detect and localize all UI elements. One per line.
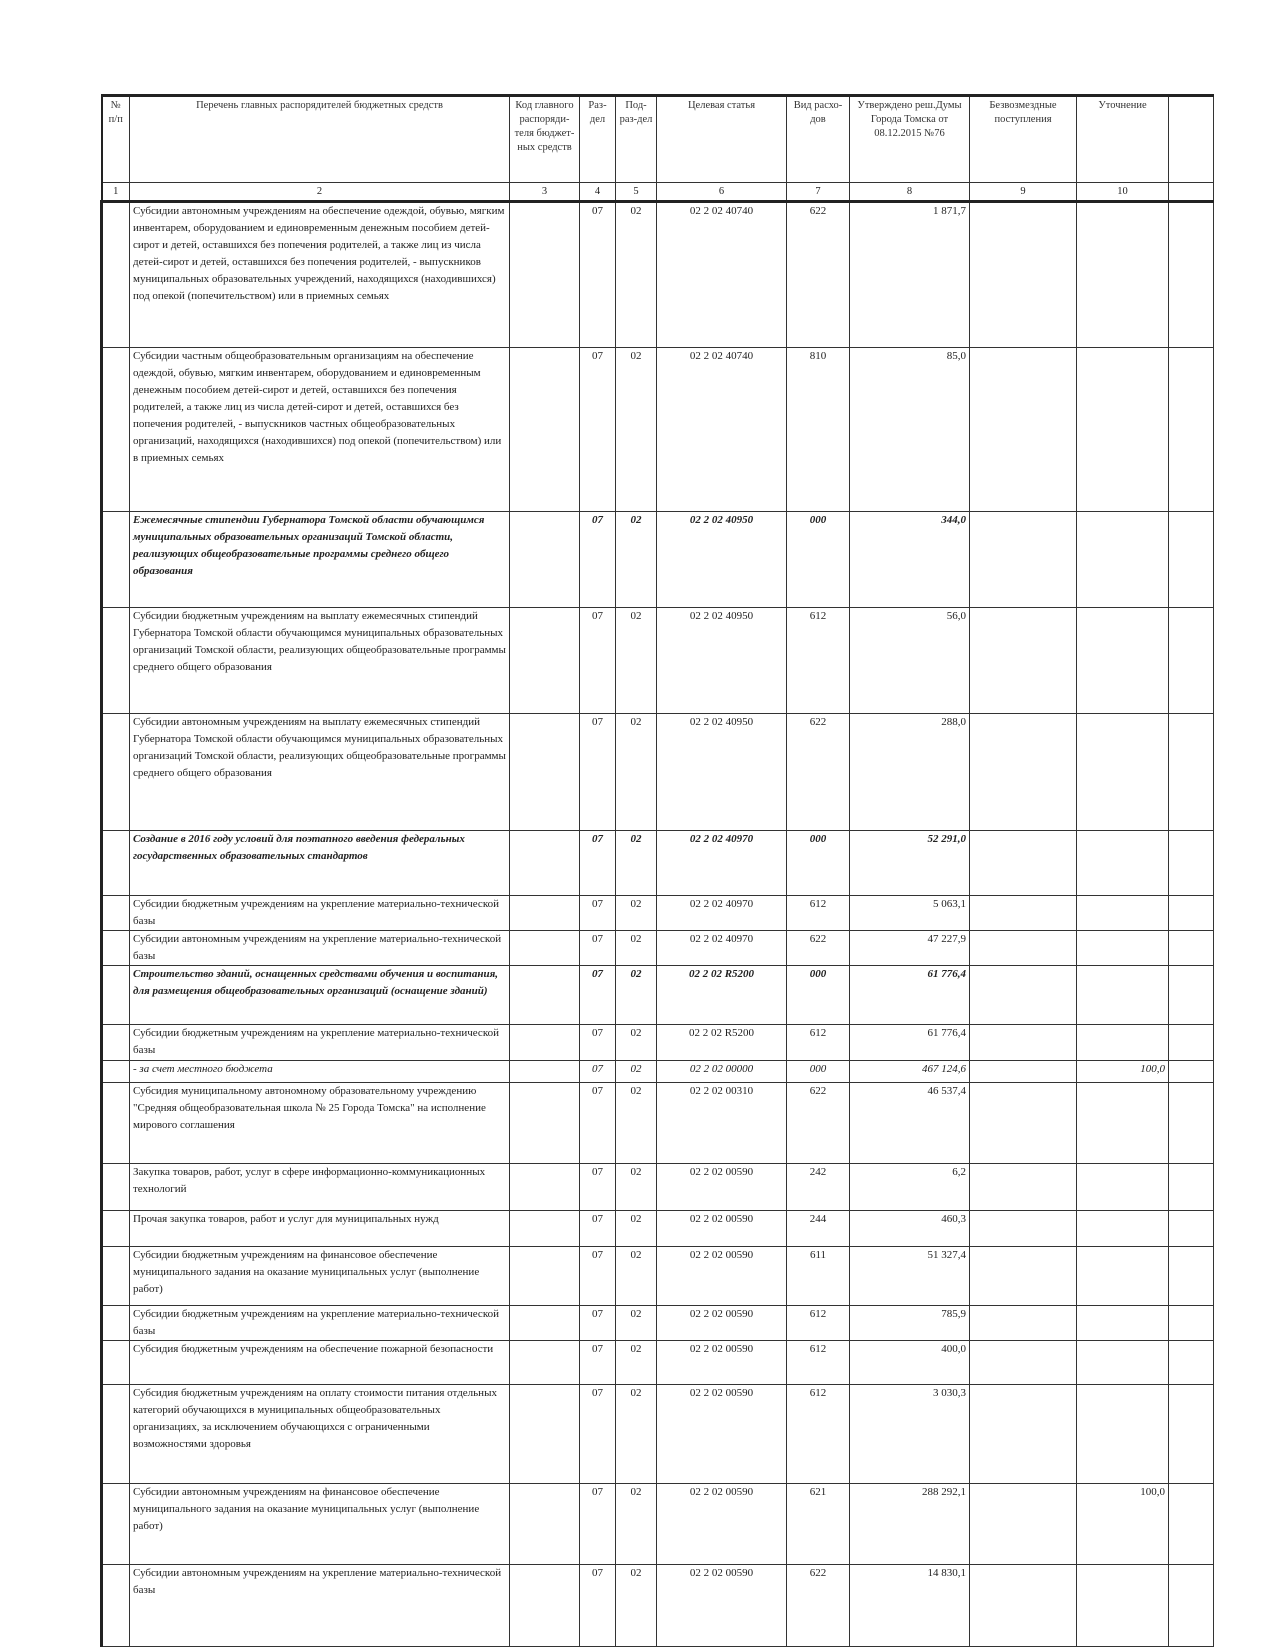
header-col-expense-type: Вид расхо-дов	[787, 96, 850, 183]
podrazdel-cell: 02	[616, 1385, 657, 1484]
expense-type-cell: 000	[787, 966, 850, 1025]
adjustment-cell	[1077, 1565, 1169, 1647]
row-number-cell	[102, 1083, 130, 1164]
expense-type-cell: 242	[787, 1164, 850, 1211]
manager-code-cell	[510, 1025, 580, 1061]
target-article-cell: 02 2 02 40970	[657, 896, 787, 931]
razdel-cell: 07	[580, 1484, 616, 1565]
column-number: 6	[657, 183, 787, 202]
extra-cell	[1169, 512, 1214, 608]
grants-cell	[970, 1211, 1077, 1247]
extra-cell	[1169, 1385, 1214, 1484]
row-number-cell	[102, 348, 130, 512]
row-description-cell: - за счет местного бюджета	[130, 1061, 510, 1083]
table-row	[102, 896, 1214, 931]
adjustment-cell	[1077, 1247, 1169, 1306]
grants-cell	[970, 931, 1077, 966]
approved-amount-cell: 46 537,4	[850, 1083, 970, 1164]
razdel-cell: 07	[580, 1341, 616, 1385]
razdel-cell: 07	[580, 202, 616, 348]
approved-amount-cell: 56,0	[850, 608, 970, 714]
row-number-cell	[102, 714, 130, 831]
manager-code-cell	[510, 966, 580, 1025]
row-description-cell: Субсидии автономным учреждениям на укрепление материально-технической базы	[130, 931, 510, 966]
razdel-cell: 07	[580, 1247, 616, 1306]
table-row	[102, 1164, 1214, 1211]
target-article-cell: 02 2 02 00590	[657, 1306, 787, 1341]
row-description-cell: Создание в 2016 году условий для поэтапного введения федеральных государственных образовательных стандартов	[130, 831, 510, 896]
grants-cell	[970, 714, 1077, 831]
razdel-cell: 07	[580, 831, 616, 896]
approved-amount-cell: 85,0	[850, 348, 970, 512]
extra-cell	[1169, 608, 1214, 714]
extra-cell	[1169, 1306, 1214, 1341]
row-description-cell: Субсидии бюджетным учреждениям на укрепление материально-технической базы	[130, 1306, 510, 1341]
table-row	[102, 1247, 1214, 1306]
row-number-cell	[102, 608, 130, 714]
target-article-cell: 02 2 02 00590	[657, 1565, 787, 1647]
table-row	[102, 966, 1214, 1025]
target-article-cell: 02 2 02 00310	[657, 1083, 787, 1164]
approved-amount-cell: 3 030,3	[850, 1385, 970, 1484]
podrazdel-cell: 02	[616, 202, 657, 348]
column-number: 1	[102, 183, 130, 202]
approved-amount-cell: 344,0	[850, 512, 970, 608]
razdel-cell: 07	[580, 348, 616, 512]
manager-code-cell	[510, 831, 580, 896]
manager-code-cell	[510, 1565, 580, 1647]
header-col-number: № п/п	[102, 96, 130, 183]
row-number-cell	[102, 896, 130, 931]
table-row	[102, 1385, 1214, 1484]
header-col-razdel: Раз-дел	[580, 96, 616, 183]
grants-cell	[970, 1164, 1077, 1211]
target-article-cell: 02 2 02 00000	[657, 1061, 787, 1083]
header-row	[102, 96, 1214, 183]
target-article-cell: 02 2 02 00590	[657, 1247, 787, 1306]
expense-type-cell: 621	[787, 1484, 850, 1565]
row-description-cell: Субсидии автономным учреждениям на выплату ежемесячных стипендий Губернатора Томской области обучающимся муниципальных образовательных организаций Томской области, реализующих общеобразовательные программы среднего общего образования	[130, 714, 510, 831]
header-col-grants: Безвозмездные поступления	[970, 96, 1077, 183]
adjustment-cell	[1077, 202, 1169, 348]
grants-cell	[970, 202, 1077, 348]
row-description-cell: Субсидии автономным учреждениям на финансовое обеспечение муниципального задания на оказание муниципальных услуг (выполнение работ)	[130, 1484, 510, 1565]
podrazdel-cell: 02	[616, 1164, 657, 1211]
approved-amount-cell: 61 776,4	[850, 1025, 970, 1061]
header-col-target: Целевая статья	[657, 96, 787, 183]
grants-cell	[970, 1083, 1077, 1164]
target-article-cell: 02 2 02 R5200	[657, 1025, 787, 1061]
table-row	[102, 1083, 1214, 1164]
approved-amount-cell: 288 292,1	[850, 1484, 970, 1565]
table-row	[102, 1211, 1214, 1247]
row-description-cell: Субсидии автономным учреждениям на укрепление материально-технической базы	[130, 1565, 510, 1647]
row-number-cell	[102, 1247, 130, 1306]
expense-type-cell: 612	[787, 1341, 850, 1385]
adjustment-cell	[1077, 1083, 1169, 1164]
column-number: 4	[580, 183, 616, 202]
extra-cell	[1169, 1164, 1214, 1211]
podrazdel-cell: 02	[616, 608, 657, 714]
row-description-cell: Субсидии бюджетным учреждениям на укрепление материально-технической базы	[130, 896, 510, 931]
podrazdel-cell: 02	[616, 1083, 657, 1164]
column-number: 5	[616, 183, 657, 202]
expense-type-cell: 810	[787, 348, 850, 512]
row-description-cell: Прочая закупка товаров, работ и услуг для муниципальных нужд	[130, 1211, 510, 1247]
row-number-cell	[102, 1025, 130, 1061]
expense-type-cell: 622	[787, 202, 850, 348]
row-number-cell	[102, 1341, 130, 1385]
row-description-cell: Субсидия бюджетным учреждениям на обеспечение пожарной безопасности	[130, 1341, 510, 1385]
grants-cell	[970, 831, 1077, 896]
adjustment-cell	[1077, 966, 1169, 1025]
column-number: 3	[510, 183, 580, 202]
expense-type-cell: 622	[787, 714, 850, 831]
manager-code-cell	[510, 608, 580, 714]
manager-code-cell	[510, 896, 580, 931]
grants-cell	[970, 966, 1077, 1025]
extra-cell	[1169, 202, 1214, 348]
target-article-cell: 02 2 02 00590	[657, 1341, 787, 1385]
target-article-cell: 02 2 02 R5200	[657, 966, 787, 1025]
row-description-cell: Ежемесячные стипендии Губернатора Томской области обучающимся муниципальных образовательных организаций Томской области, реализующих общеобразовательные программы среднего общего образования	[130, 512, 510, 608]
podrazdel-cell: 02	[616, 1565, 657, 1647]
razdel-cell: 07	[580, 1306, 616, 1341]
podrazdel-cell: 02	[616, 1341, 657, 1385]
razdel-cell: 07	[580, 1061, 616, 1083]
grants-cell	[970, 1565, 1077, 1647]
row-description-cell: Субсидия муниципальному автономному образовательному учреждению "Средняя общеобразовательная школа № 25 Города Томска" на исполнение мирового соглашения	[130, 1083, 510, 1164]
approved-amount-cell: 14 830,1	[850, 1565, 970, 1647]
target-article-cell: 02 2 02 40740	[657, 202, 787, 348]
target-article-cell: 02 2 02 40970	[657, 931, 787, 966]
adjustment-cell	[1077, 1025, 1169, 1061]
extra-cell	[1169, 714, 1214, 831]
expense-type-cell: 612	[787, 1385, 850, 1484]
row-description-cell: Субсидии бюджетным учреждениям на выплату ежемесячных стипендий Губернатора Томской области обучающимся муниципальных образовательных организаций Томской области, реализующих общеобразовательные программы среднего общего образования	[130, 608, 510, 714]
header-col-code: Код главного распоряди-теля бюджет-ных средств	[510, 96, 580, 183]
table-row	[102, 512, 1214, 608]
podrazdel-cell: 02	[616, 896, 657, 931]
extra-cell	[1169, 1061, 1214, 1083]
header-col-approved: Утверждено реш.Думы Города Томска от 08.12.2015 №76	[850, 96, 970, 183]
grants-cell	[970, 1306, 1077, 1341]
razdel-cell: 07	[580, 1164, 616, 1211]
adjustment-cell: 100,0	[1077, 1061, 1169, 1083]
podrazdel-cell: 02	[616, 1484, 657, 1565]
expense-type-cell: 622	[787, 931, 850, 966]
razdel-cell: 07	[580, 608, 616, 714]
razdel-cell: 07	[580, 512, 616, 608]
target-article-cell: 02 2 02 40740	[657, 348, 787, 512]
adjustment-cell	[1077, 1164, 1169, 1211]
grants-cell	[970, 608, 1077, 714]
adjustment-cell	[1077, 512, 1169, 608]
table-row	[102, 1484, 1214, 1565]
grants-cell	[970, 1385, 1077, 1484]
approved-amount-cell: 785,9	[850, 1306, 970, 1341]
extra-cell	[1169, 1565, 1214, 1647]
razdel-cell: 07	[580, 931, 616, 966]
table-row	[102, 348, 1214, 512]
expense-type-cell: 612	[787, 1306, 850, 1341]
podrazdel-cell: 02	[616, 966, 657, 1025]
manager-code-cell	[510, 512, 580, 608]
table-row	[102, 1306, 1214, 1341]
row-number-cell	[102, 1061, 130, 1083]
adjustment-cell	[1077, 1306, 1169, 1341]
extra-cell	[1169, 1083, 1214, 1164]
razdel-cell: 07	[580, 1211, 616, 1247]
target-article-cell: 02 2 02 40950	[657, 512, 787, 608]
table-row	[102, 1341, 1214, 1385]
column-number: 10	[1077, 183, 1169, 202]
podrazdel-cell: 02	[616, 348, 657, 512]
approved-amount-cell: 6,2	[850, 1164, 970, 1211]
expense-type-cell: 000	[787, 831, 850, 896]
manager-code-cell	[510, 1061, 580, 1083]
header-col-name: Перечень главных распорядителей бюджетных средств	[130, 96, 510, 183]
podrazdel-cell: 02	[616, 1061, 657, 1083]
manager-code-cell	[510, 1083, 580, 1164]
adjustment-cell	[1077, 831, 1169, 896]
approved-amount-cell: 288,0	[850, 714, 970, 831]
grants-cell	[970, 1061, 1077, 1083]
extra-cell	[1169, 1484, 1214, 1565]
extra-cell	[1169, 348, 1214, 512]
table-row	[102, 1025, 1214, 1061]
row-description-cell: Субсидия бюджетным учреждениям на оплату стоимости питания отдельных категорий обучающихся в муниципальных общеобразовательных организациях, за исключением обучающихся с ограниченными возможностями здоровья	[130, 1385, 510, 1484]
extra-cell	[1169, 1211, 1214, 1247]
adjustment-cell	[1077, 1341, 1169, 1385]
grants-cell	[970, 1247, 1077, 1306]
manager-code-cell	[510, 1306, 580, 1341]
column-number: 9	[970, 183, 1077, 202]
extra-cell	[1169, 1025, 1214, 1061]
grants-cell	[970, 512, 1077, 608]
podrazdel-cell: 02	[616, 512, 657, 608]
approved-amount-cell: 51 327,4	[850, 1247, 970, 1306]
expense-type-cell: 244	[787, 1211, 850, 1247]
expense-type-cell: 612	[787, 1025, 850, 1061]
header-col-extra	[1169, 96, 1214, 183]
budget-table	[100, 94, 1214, 1647]
header-col-adjustment: Уточнение	[1077, 96, 1169, 183]
razdel-cell: 07	[580, 966, 616, 1025]
column-number: 8	[850, 183, 970, 202]
target-article-cell: 02 2 02 00590	[657, 1211, 787, 1247]
row-description-cell: Закупка товаров, работ, услуг в сфере информационно-коммуникационных технологий	[130, 1164, 510, 1211]
grants-cell	[970, 896, 1077, 931]
target-article-cell: 02 2 02 40950	[657, 714, 787, 831]
manager-code-cell	[510, 1211, 580, 1247]
manager-code-cell	[510, 931, 580, 966]
approved-amount-cell: 61 776,4	[850, 966, 970, 1025]
approved-amount-cell: 52 291,0	[850, 831, 970, 896]
row-number-cell	[102, 1306, 130, 1341]
adjustment-cell	[1077, 608, 1169, 714]
razdel-cell: 07	[580, 714, 616, 831]
table-row	[102, 1061, 1214, 1083]
column-number-row	[102, 183, 1214, 202]
target-article-cell: 02 2 02 40970	[657, 831, 787, 896]
row-description-cell: Субсидии бюджетным учреждениям на финансовое обеспечение муниципального задания на оказание муниципальных услуг (выполнение работ)	[130, 1247, 510, 1306]
expense-type-cell: 622	[787, 1083, 850, 1164]
adjustment-cell: 100,0	[1077, 1484, 1169, 1565]
expense-type-cell: 611	[787, 1247, 850, 1306]
row-number-cell	[102, 202, 130, 348]
row-description-cell: Субсидии частным общеобразовательным организациям на обеспечение одеждой, обувью, мягким инвентарем, оборудованием и единовременным денежным пособием детей-сирот и детей, оставшихся без попечения родителей, а также лиц из числа детей-сирот и детей, оставшихся без попечения родителей, - выпускников частных общеобразовательных организаций, находящихся (находившихся) под опекой (попечительством) или в приемных семьях	[130, 348, 510, 512]
podrazdel-cell: 02	[616, 931, 657, 966]
razdel-cell: 07	[580, 1083, 616, 1164]
extra-cell	[1169, 931, 1214, 966]
row-number-cell	[102, 1484, 130, 1565]
grants-cell	[970, 1484, 1077, 1565]
adjustment-cell	[1077, 714, 1169, 831]
grants-cell	[970, 348, 1077, 512]
expense-type-cell: 612	[787, 896, 850, 931]
target-article-cell: 02 2 02 00590	[657, 1164, 787, 1211]
target-article-cell: 02 2 02 40950	[657, 608, 787, 714]
expense-type-cell: 622	[787, 1565, 850, 1647]
adjustment-cell	[1077, 896, 1169, 931]
expense-type-cell: 000	[787, 512, 850, 608]
row-number-cell	[102, 831, 130, 896]
podrazdel-cell: 02	[616, 831, 657, 896]
manager-code-cell	[510, 202, 580, 348]
table-row	[102, 831, 1214, 896]
adjustment-cell	[1077, 348, 1169, 512]
approved-amount-cell: 460,3	[850, 1211, 970, 1247]
column-number: 7	[787, 183, 850, 202]
column-number	[1169, 183, 1214, 202]
approved-amount-cell: 1 871,7	[850, 202, 970, 348]
adjustment-cell	[1077, 1385, 1169, 1484]
table-row	[102, 202, 1214, 348]
table-row	[102, 714, 1214, 831]
adjustment-cell	[1077, 1211, 1169, 1247]
extra-cell	[1169, 966, 1214, 1025]
table-row	[102, 1565, 1214, 1647]
grants-cell	[970, 1025, 1077, 1061]
extra-cell	[1169, 1341, 1214, 1385]
row-number-cell	[102, 1164, 130, 1211]
podrazdel-cell: 02	[616, 1306, 657, 1341]
manager-code-cell	[510, 1164, 580, 1211]
extra-cell	[1169, 896, 1214, 931]
grants-cell	[970, 1341, 1077, 1385]
podrazdel-cell: 02	[616, 714, 657, 831]
table-row	[102, 931, 1214, 966]
approved-amount-cell: 467 124,6	[850, 1061, 970, 1083]
manager-code-cell	[510, 1385, 580, 1484]
manager-code-cell	[510, 1247, 580, 1306]
manager-code-cell	[510, 348, 580, 512]
target-article-cell: 02 2 02 00590	[657, 1385, 787, 1484]
manager-code-cell	[510, 1341, 580, 1385]
extra-cell	[1169, 1247, 1214, 1306]
podrazdel-cell: 02	[616, 1247, 657, 1306]
table-row	[102, 608, 1214, 714]
manager-code-cell	[510, 714, 580, 831]
row-number-cell	[102, 512, 130, 608]
approved-amount-cell: 400,0	[850, 1341, 970, 1385]
razdel-cell: 07	[580, 1385, 616, 1484]
manager-code-cell	[510, 1484, 580, 1565]
row-description-cell: Субсидии бюджетным учреждениям на укрепление материально-технической базы	[130, 1025, 510, 1061]
adjustment-cell	[1077, 931, 1169, 966]
approved-amount-cell: 5 063,1	[850, 896, 970, 931]
header-col-podrazdel: Под-раз-дел	[616, 96, 657, 183]
expense-type-cell: 612	[787, 608, 850, 714]
razdel-cell: 07	[580, 1565, 616, 1647]
target-article-cell: 02 2 02 00590	[657, 1484, 787, 1565]
expense-type-cell: 000	[787, 1061, 850, 1083]
row-number-cell	[102, 1565, 130, 1647]
row-number-cell	[102, 1211, 130, 1247]
row-number-cell	[102, 966, 130, 1025]
approved-amount-cell: 47 227,9	[850, 931, 970, 966]
podrazdel-cell: 02	[616, 1025, 657, 1061]
podrazdel-cell: 02	[616, 1211, 657, 1247]
column-number: 2	[130, 183, 510, 202]
razdel-cell: 07	[580, 896, 616, 931]
row-description-cell: Субсидии автономным учреждениям на обеспечение одеждой, обувью, мягким инвентарем, оборудованием и единовременным денежным пособием детей-сирот и детей, оставшихся без попечения родителей, а также лиц из числа детей-сирот и детей, оставшихся без попечения родителей, - выпускников муниципальных образовательных учреждений, находящихся (находившихся) под опекой (попечительством) или в приемных семьях	[130, 202, 510, 348]
row-number-cell	[102, 931, 130, 966]
razdel-cell: 07	[580, 1025, 616, 1061]
row-description-cell: Строительство зданий, оснащенных средствами обучения и воспитания, для размещения общеобразовательных организаций (оснащение зданий)	[130, 966, 510, 1025]
extra-cell	[1169, 831, 1214, 896]
row-number-cell	[102, 1385, 130, 1484]
